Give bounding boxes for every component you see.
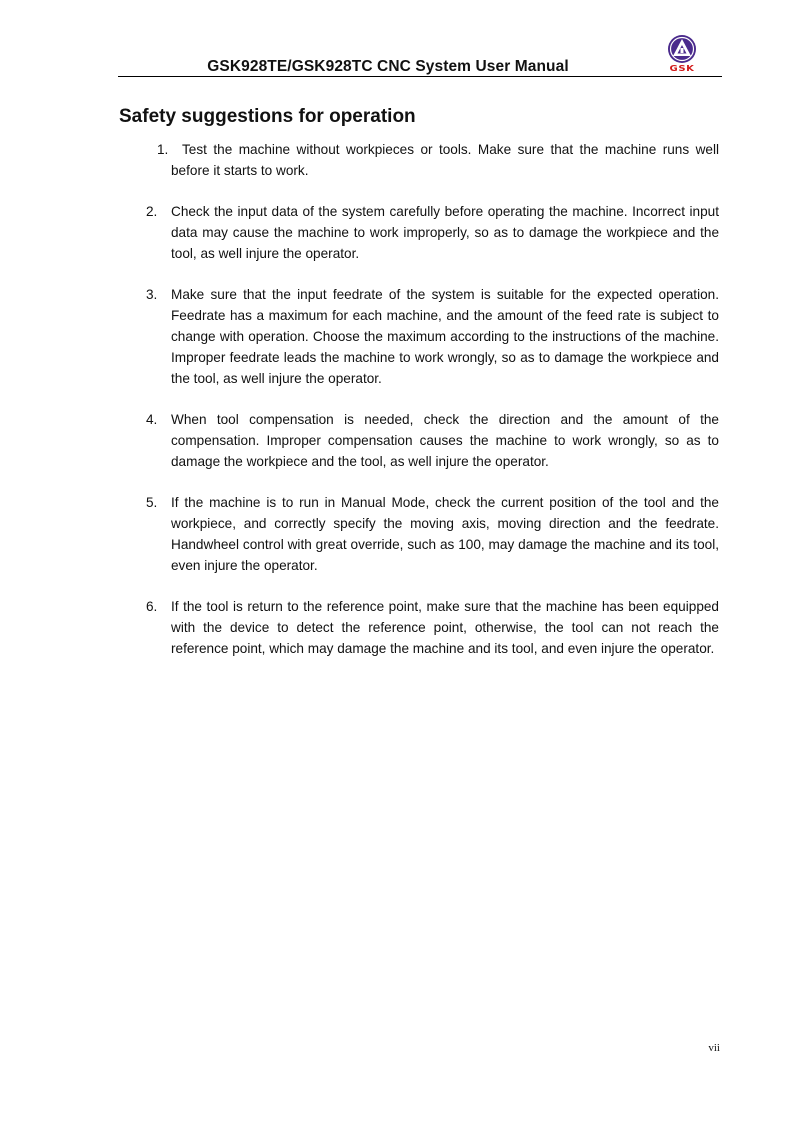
list-item [146, 492, 719, 576]
list-item-text: Test the machine without workpieces or tools. Make sure that the machine runs well before it starts to work. [171, 142, 719, 178]
list-item [157, 139, 719, 181]
safety-suggestions-list [146, 139, 719, 679]
list-item-number: 3. [146, 287, 158, 302]
header-title: GSK928TE/GSK928TC CNC System User Manual [207, 58, 569, 75]
list-item-text: If the tool is return to the reference point, make sure that the machine has been equipped with the device to detect the reference point, otherwise, the tool can not reach the reference point, which may damage the machine and its tool, and even injure the operator. [171, 599, 719, 656]
list-item [146, 596, 719, 659]
list-item [146, 284, 719, 389]
header-divider [118, 76, 722, 77]
logo-text: GSK [669, 64, 695, 73]
list-item-text: When tool compensation is needed, check the direction and the amount of the compensation. Improper compensation causes the machine to work wrongly, so as to damage the workpiece and the tool, as well injure the operator. [171, 412, 719, 469]
list-item [146, 409, 719, 472]
list-item-text: Check the input data of the system carefully before operating the machine. Incorrect input data may cause the machine to work improperly, so as to damage the workpiece and the tool, as well injure the operator. [171, 204, 719, 261]
list-item-number: 1. [157, 142, 169, 157]
list-item-text: If the machine is to run in Manual Mode, check the current position of the tool and the workpiece, and correctly specify the moving axis, moving direction and the feedrate. Handwheel control with great override, such as 100, may damage the machine and its tool, even injure the operator. [171, 495, 719, 573]
list-item-number: 5. [146, 495, 158, 510]
section-title: Safety suggestions for operation [119, 106, 416, 127]
page-number: vii [708, 1042, 720, 1054]
list-item-number: 2. [146, 204, 158, 219]
list-item-number: 6. [146, 599, 158, 614]
gsk-logo [664, 34, 700, 76]
list-item-number: 4. [146, 412, 158, 427]
page-header [118, 30, 722, 77]
list-item [146, 201, 719, 264]
list-item-text: Make sure that the input feedrate of the system is suitable for the expected operation. Feedrate has a maximum for each machine, and the amount of the feed rate is subject to change with operation. Choose the maximum according to the instructions of the machine. Improper feedrate leads the machine to work wrongly, so as to damage the workpiece and the tool, as well injure the operator. [171, 287, 719, 386]
gsk-emblem-icon [664, 34, 700, 66]
